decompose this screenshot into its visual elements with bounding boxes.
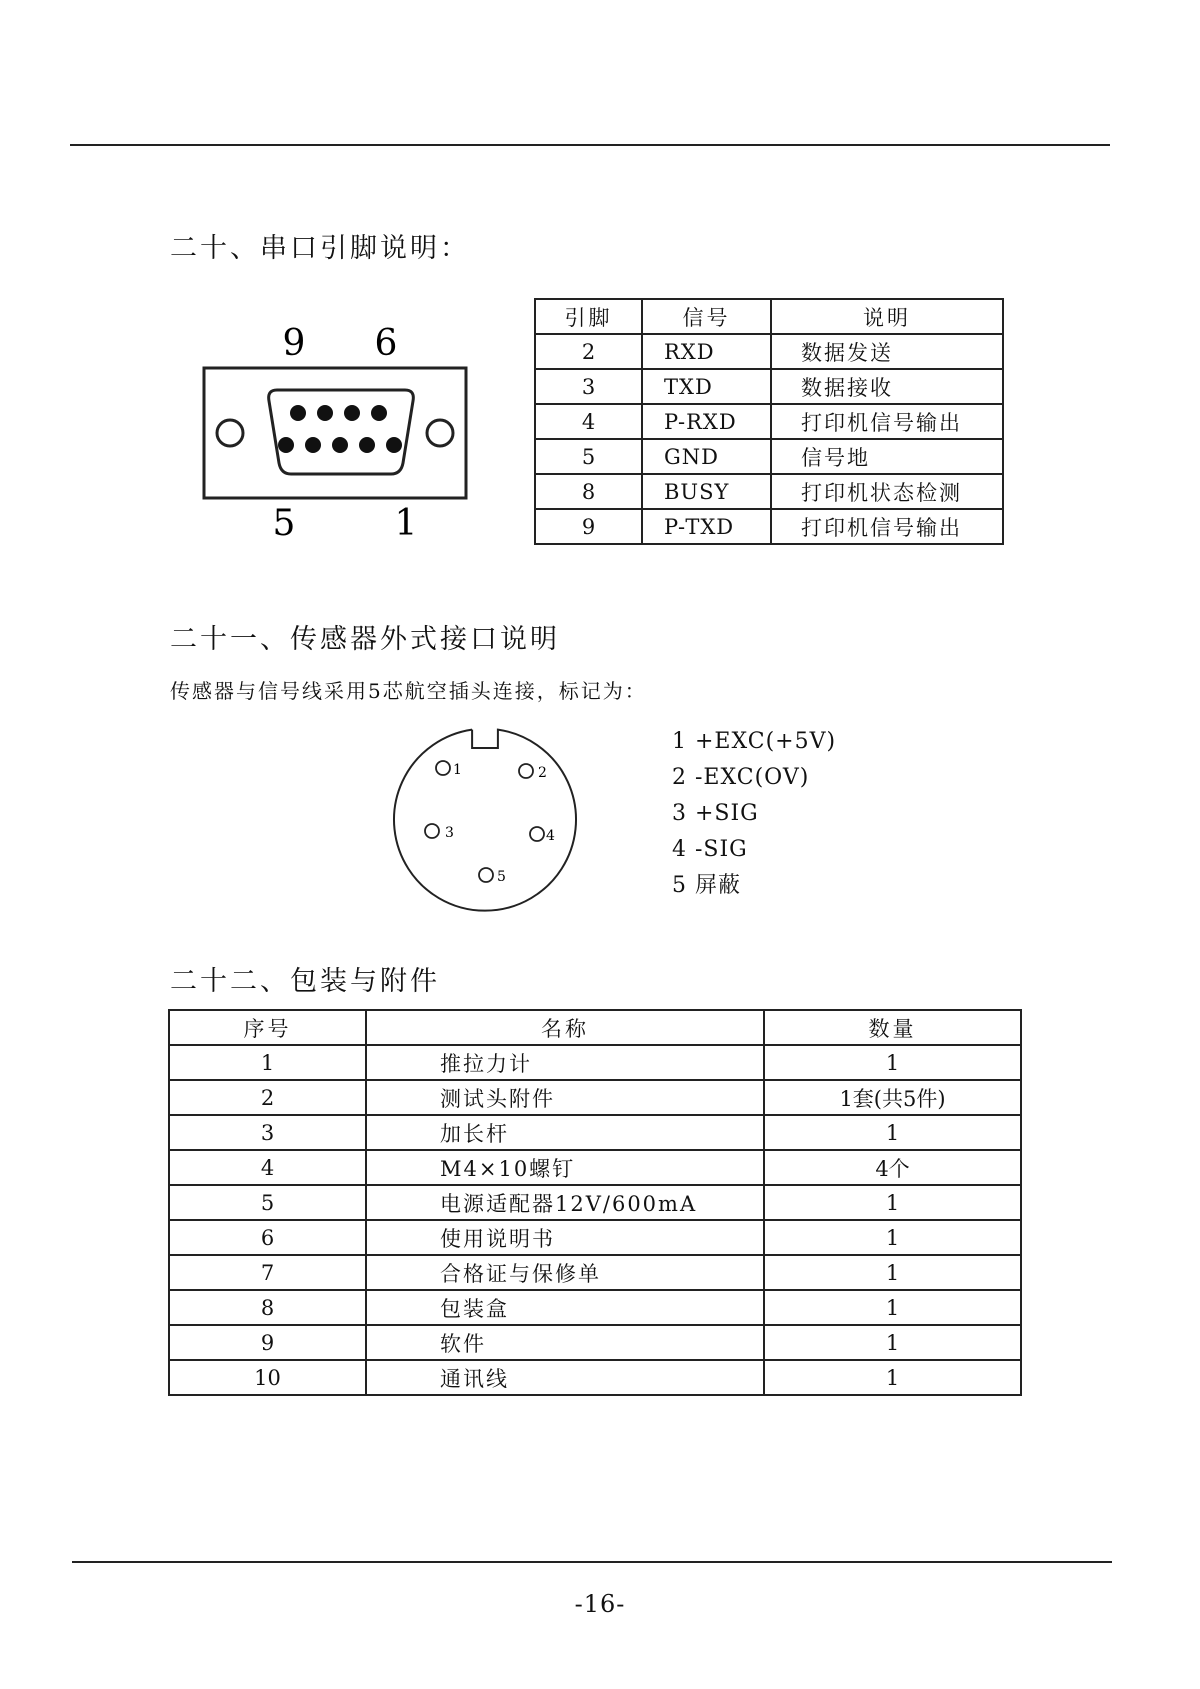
table-header-row [169,1010,1021,1045]
table-row [169,1290,1021,1325]
pin [386,437,402,453]
item-name-cell: 软件 [366,1325,764,1360]
table-header-row [535,299,1003,334]
db9-connector-diagram [195,315,485,545]
legend-item: 5 屏蔽 [672,873,741,898]
header-cell: 序号 [169,1010,366,1045]
index-cell: 10 [169,1360,366,1395]
plug-pin-label: 3 [445,825,454,841]
item-name-cell: 使用说明书 [366,1220,764,1255]
pin-cell: 3 [535,369,642,404]
mounting-hole-right [427,420,453,446]
table-row [169,1220,1021,1255]
pin-cell: 8 [535,474,642,509]
pin-cell: 4 [535,404,642,439]
item-name-cell: 包装盒 [366,1290,764,1325]
item-name-cell: M4×10螺钉 [366,1150,764,1185]
pin-cell: 2 [535,334,642,369]
pin-row-top [290,405,387,421]
section-22-title: 二十二、包装与附件 [170,966,440,997]
legend-item: 3 +SIG [672,801,759,826]
signal-cell: RXD [642,334,771,369]
header-cell: 说明 [771,299,1003,334]
index-cell: 5 [169,1185,366,1220]
description-cell: 打印机状态检测 [771,474,1003,509]
signal-cell: P-RXD [642,404,771,439]
quantity-cell: 1 [764,1185,1021,1220]
footer-rule [72,1561,1112,1563]
table-row [535,474,1003,509]
quantity-cell: 1 [764,1290,1021,1325]
pin [317,405,333,421]
quantity-cell: 4个 [764,1150,1021,1185]
index-cell: 9 [169,1325,366,1360]
table-row [169,1360,1021,1395]
index-cell: 2 [169,1080,366,1115]
plug-pin-label: 2 [538,765,547,781]
description-cell: 数据发送 [771,334,1003,369]
section-21-title: 二十一、传感器外式接口说明 [170,624,560,655]
sensor-description: 传感器与信号线采用5芯航空插头连接，标记为： [170,679,647,703]
pin [290,405,306,421]
header-rule [70,144,1110,146]
table-row [169,1080,1021,1115]
table-row [535,509,1003,544]
plug-outline [394,730,576,911]
plug-pin-1 [436,761,450,775]
index-cell: 1 [169,1045,366,1080]
item-name-cell: 测试头附件 [366,1080,764,1115]
signal-cell: GND [642,439,771,474]
plug-pin-label: 4 [546,828,555,844]
quantity-cell: 1 [764,1255,1021,1290]
connector-label-6: 6 [374,323,398,364]
index-cell: 4 [169,1150,366,1185]
legend-item: 4 -SIG [672,837,748,862]
table-row [169,1255,1021,1290]
plug-pin-legend [672,728,836,908]
table-row [169,1045,1021,1080]
plug-pin-label: 5 [497,869,506,885]
legend-item: 2 -EXC(OV) [672,765,810,790]
plug-pin-5 [479,868,493,882]
plug-pin-label: 1 [453,762,462,778]
index-cell: 7 [169,1255,366,1290]
connector-label-9: 9 [282,323,306,364]
description-cell: 信号地 [771,439,1003,474]
pin [371,405,387,421]
pin-cell: 5 [535,439,642,474]
signal-cell: P-TXD [642,509,771,544]
d-sub-shell [269,390,414,474]
table-row [169,1150,1021,1185]
item-name-cell: 合格证与保修单 [366,1255,764,1290]
pin [344,405,360,421]
item-name-cell: 推拉力计 [366,1045,764,1080]
plug-pin-4 [530,827,544,841]
aviation-plug-diagram [390,720,590,920]
item-name-cell: 通讯线 [366,1360,764,1395]
pin [332,437,348,453]
index-cell: 3 [169,1115,366,1150]
plug-pin-3 [425,824,439,838]
connector-label-1: 1 [394,503,418,544]
quantity-cell: 1 [764,1045,1021,1080]
plug-pin-2 [519,764,533,778]
quantity-cell: 1 [764,1325,1021,1360]
table-row [535,439,1003,474]
quantity-cell: 1 [764,1220,1021,1255]
serial-pin-table [534,298,1004,545]
table-row [169,1115,1021,1150]
header-cell: 名称 [366,1010,764,1045]
connector-label-5: 5 [272,503,296,544]
table-row [169,1325,1021,1360]
description-cell: 打印机信号输出 [771,509,1003,544]
index-cell: 6 [169,1220,366,1255]
index-cell: 8 [169,1290,366,1325]
pin [305,437,321,453]
quantity-cell: 1 [764,1360,1021,1395]
section-20-title: 二十、串口引脚说明： [170,233,470,264]
item-name-cell: 加长杆 [366,1115,764,1150]
mounting-hole-left [217,420,243,446]
table-row [535,404,1003,439]
header-cell: 引脚 [535,299,642,334]
description-cell: 打印机信号输出 [771,404,1003,439]
table-row [535,369,1003,404]
header-cell: 数量 [764,1010,1021,1045]
signal-cell: TXD [642,369,771,404]
item-name-cell: 电源适配器12V/600mA [366,1185,764,1220]
signal-cell: BUSY [642,474,771,509]
packing-list-table [168,1009,1022,1396]
quantity-cell: 1套(共5件) [764,1080,1021,1115]
pin-row-bottom [278,437,402,453]
table-row [169,1185,1021,1220]
page-number: -16- [574,1590,626,1618]
header-cell: 信号 [642,299,771,334]
description-cell: 数据接收 [771,369,1003,404]
pin [278,437,294,453]
table-row [535,334,1003,369]
quantity-cell: 1 [764,1115,1021,1150]
pin [359,437,375,453]
pin-cell: 9 [535,509,642,544]
legend-item: 1 +EXC(+5V) [672,729,837,754]
